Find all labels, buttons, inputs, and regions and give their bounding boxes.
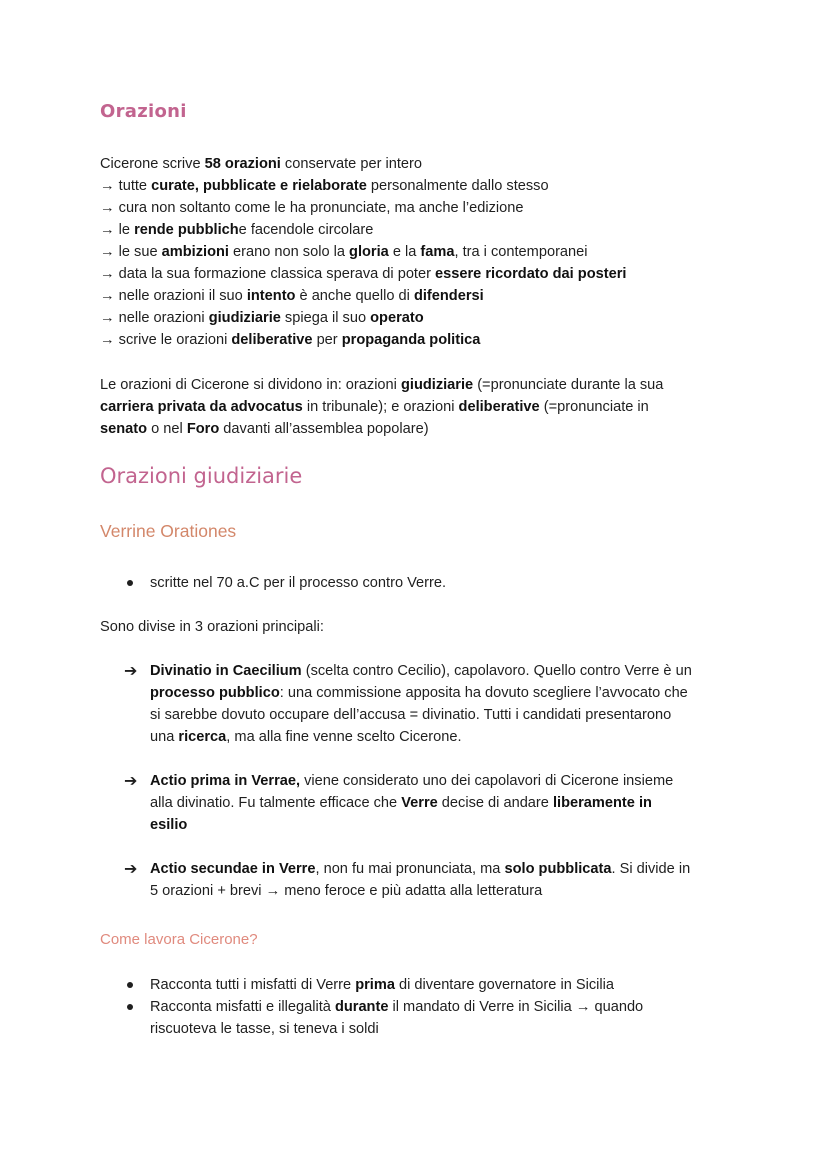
intro-line — [100, 329, 480, 351]
text-span: Cicerone scrive — [100, 156, 205, 172]
text-span: e la — [388, 244, 421, 260]
text-span: Le orazioni di Cicerone si dividono in: orazioni — [100, 377, 401, 393]
intro-line — [100, 307, 424, 329]
intro-line — [100, 197, 523, 219]
bold-text: Foro — [186, 421, 220, 437]
division-line — [100, 418, 429, 440]
arrow-item-line — [150, 770, 673, 792]
bullet-line — [150, 996, 643, 1018]
arrow-item-line — [150, 858, 690, 880]
arrow-item-line — [150, 704, 671, 726]
text-span: : una commissione apposita ha dovuto scegliere l’avvocato che — [279, 685, 688, 701]
text-span: viene considerato uno dei capolavori di Cicerone insieme — [300, 773, 674, 789]
arrow-item-line — [150, 880, 542, 902]
bold-text: deliberative — [231, 332, 313, 348]
text-span: decise di andare — [437, 795, 553, 811]
bullet-line — [150, 1018, 379, 1040]
text-span: (=pronunciate durante la sua — [473, 377, 664, 393]
bold-text: Verre — [401, 795, 438, 811]
text-span: → cura non soltanto come le ha pronunciate, ma anche l’edizione — [100, 200, 524, 216]
text-span: di diventare governatore in Sicilia — [394, 977, 614, 993]
bold-text: giudiziarie — [208, 310, 281, 326]
text-span: → tutte — [100, 178, 152, 194]
intro-line — [100, 219, 373, 241]
bold-text: 58 orazioni — [204, 156, 281, 172]
text-span: erano non solo la — [228, 244, 350, 260]
bold-text: curate, pubblicate e rielaborate — [151, 178, 367, 194]
bullet-dot-icon — [127, 1004, 133, 1010]
text-span: il mandato di Verre in Sicilia → quando — [388, 999, 644, 1015]
arrow-item-line — [150, 660, 692, 682]
paragraph-line — [100, 616, 324, 638]
text-span: alla divinatio. Fu talmente efficace che — [150, 795, 402, 811]
arrow-item-line — [150, 726, 462, 748]
intro-line — [100, 175, 549, 197]
text-span: riscuoteva le tasse, si teneva i soldi — [150, 1021, 379, 1037]
bullet-dot-icon — [127, 982, 133, 988]
text-span: davanti all’assemblea popolare) — [219, 421, 429, 437]
bold-text: fama — [420, 244, 455, 260]
bold-text: deliberative — [458, 399, 540, 415]
text-span: si sarebbe dovuto occupare dell’accusa = divinatio. Tutti i candidati presentarono — [150, 707, 672, 723]
text-span: , non fu mai pronunciata, ma — [315, 861, 505, 877]
arrow-bullet-icon: ➔ — [124, 661, 138, 680]
text-span: → nelle orazioni — [100, 310, 209, 326]
heading-orazioni-giudiziarie: Orazioni giudiziarie — [100, 464, 303, 488]
heading-come-lavora: Come lavora Cicerone? — [100, 931, 258, 948]
text-span: , ma alla fine venne scelto Cicerone. — [226, 729, 462, 745]
intro-line — [100, 263, 626, 285]
intro-line — [100, 241, 588, 263]
bold-text: carriera privata da advocatus — [100, 399, 303, 415]
text-span: personalmente dallo stesso — [366, 178, 549, 194]
text-span: una — [150, 729, 179, 745]
bullet-dot-icon — [127, 580, 133, 586]
text-span: spiega il suo — [280, 310, 371, 326]
text-span: → data la sua formazione classica sperava di poter — [100, 266, 436, 282]
bold-text: esilio — [150, 817, 188, 833]
arrow-item-line — [150, 814, 187, 836]
bold-text: Actio prima in Verrae, — [150, 773, 301, 789]
bold-text: ricerca — [178, 729, 227, 745]
arrow-bullet-icon: ➔ — [124, 859, 138, 878]
bold-text: durante — [334, 999, 389, 1015]
text-span: in tribunale); e orazioni — [302, 399, 459, 415]
bold-text: prima — [355, 977, 395, 993]
arrow-item-line — [150, 792, 652, 814]
bold-text: solo pubblicata — [504, 861, 612, 877]
bold-text: Actio secundae in Verre — [150, 861, 316, 877]
bold-text: propaganda politica — [341, 332, 481, 348]
intro-line — [100, 153, 422, 175]
bullet-line — [150, 572, 446, 594]
bold-text: operato — [370, 310, 424, 326]
text-span: Sono divise in 3 orazioni principali: — [100, 619, 324, 635]
text-span: o nel — [147, 421, 187, 437]
text-span: (scelta contro Cecilio), capolavoro. Quello contro Verre è un — [301, 663, 692, 679]
bold-text: giudiziarie — [400, 377, 474, 393]
arrow-item-line — [150, 682, 688, 704]
section-title: Orazioni — [100, 101, 187, 122]
bold-text: rende pubblich — [134, 222, 239, 238]
text-span: Racconta tutti i misfatti di Verre — [150, 977, 356, 993]
text-span: conservate per intero — [280, 156, 423, 172]
text-span: → nelle orazioni il suo — [100, 288, 247, 304]
bold-text: liberamente in — [552, 795, 652, 811]
bold-text: senato — [100, 421, 148, 437]
text-span: → le sue — [100, 244, 162, 260]
bold-text: gloria — [349, 244, 389, 260]
intro-line — [100, 285, 484, 307]
bold-text: intento — [246, 288, 296, 304]
text-span: scritte nel 70 a.C per il processo contro Verre. — [150, 575, 447, 591]
bold-text: difendersi — [413, 288, 484, 304]
arrow-bullet-icon: ➔ — [124, 771, 138, 790]
text-span: → scrive le orazioni — [100, 332, 232, 348]
bold-text: Divinatio in Caecilium — [150, 663, 302, 679]
bold-text: ambizioni — [161, 244, 229, 260]
text-span: . Si divide in — [611, 861, 691, 877]
bold-text: essere ricordato dai posteri — [435, 266, 627, 282]
text-span: per — [312, 332, 342, 348]
heading-verrine: Verrine Orationes — [100, 521, 237, 541]
division-line — [100, 374, 663, 396]
text-span: (=pronunciate in — [539, 399, 649, 415]
text-span: è anche quello di — [295, 288, 414, 304]
text-span: 5 orazioni + brevi → meno feroce e più adatta alla letteratura — [150, 883, 543, 899]
bullet-line — [150, 974, 614, 996]
bold-text: processo pubblico — [150, 685, 280, 701]
text-span: , tra i contemporanei — [454, 244, 588, 260]
division-line — [100, 396, 649, 418]
text-span: Racconta misfatti e illegalità — [150, 999, 335, 1015]
text-span: e facendole circolare — [238, 222, 374, 238]
text-span: → le — [100, 222, 135, 238]
